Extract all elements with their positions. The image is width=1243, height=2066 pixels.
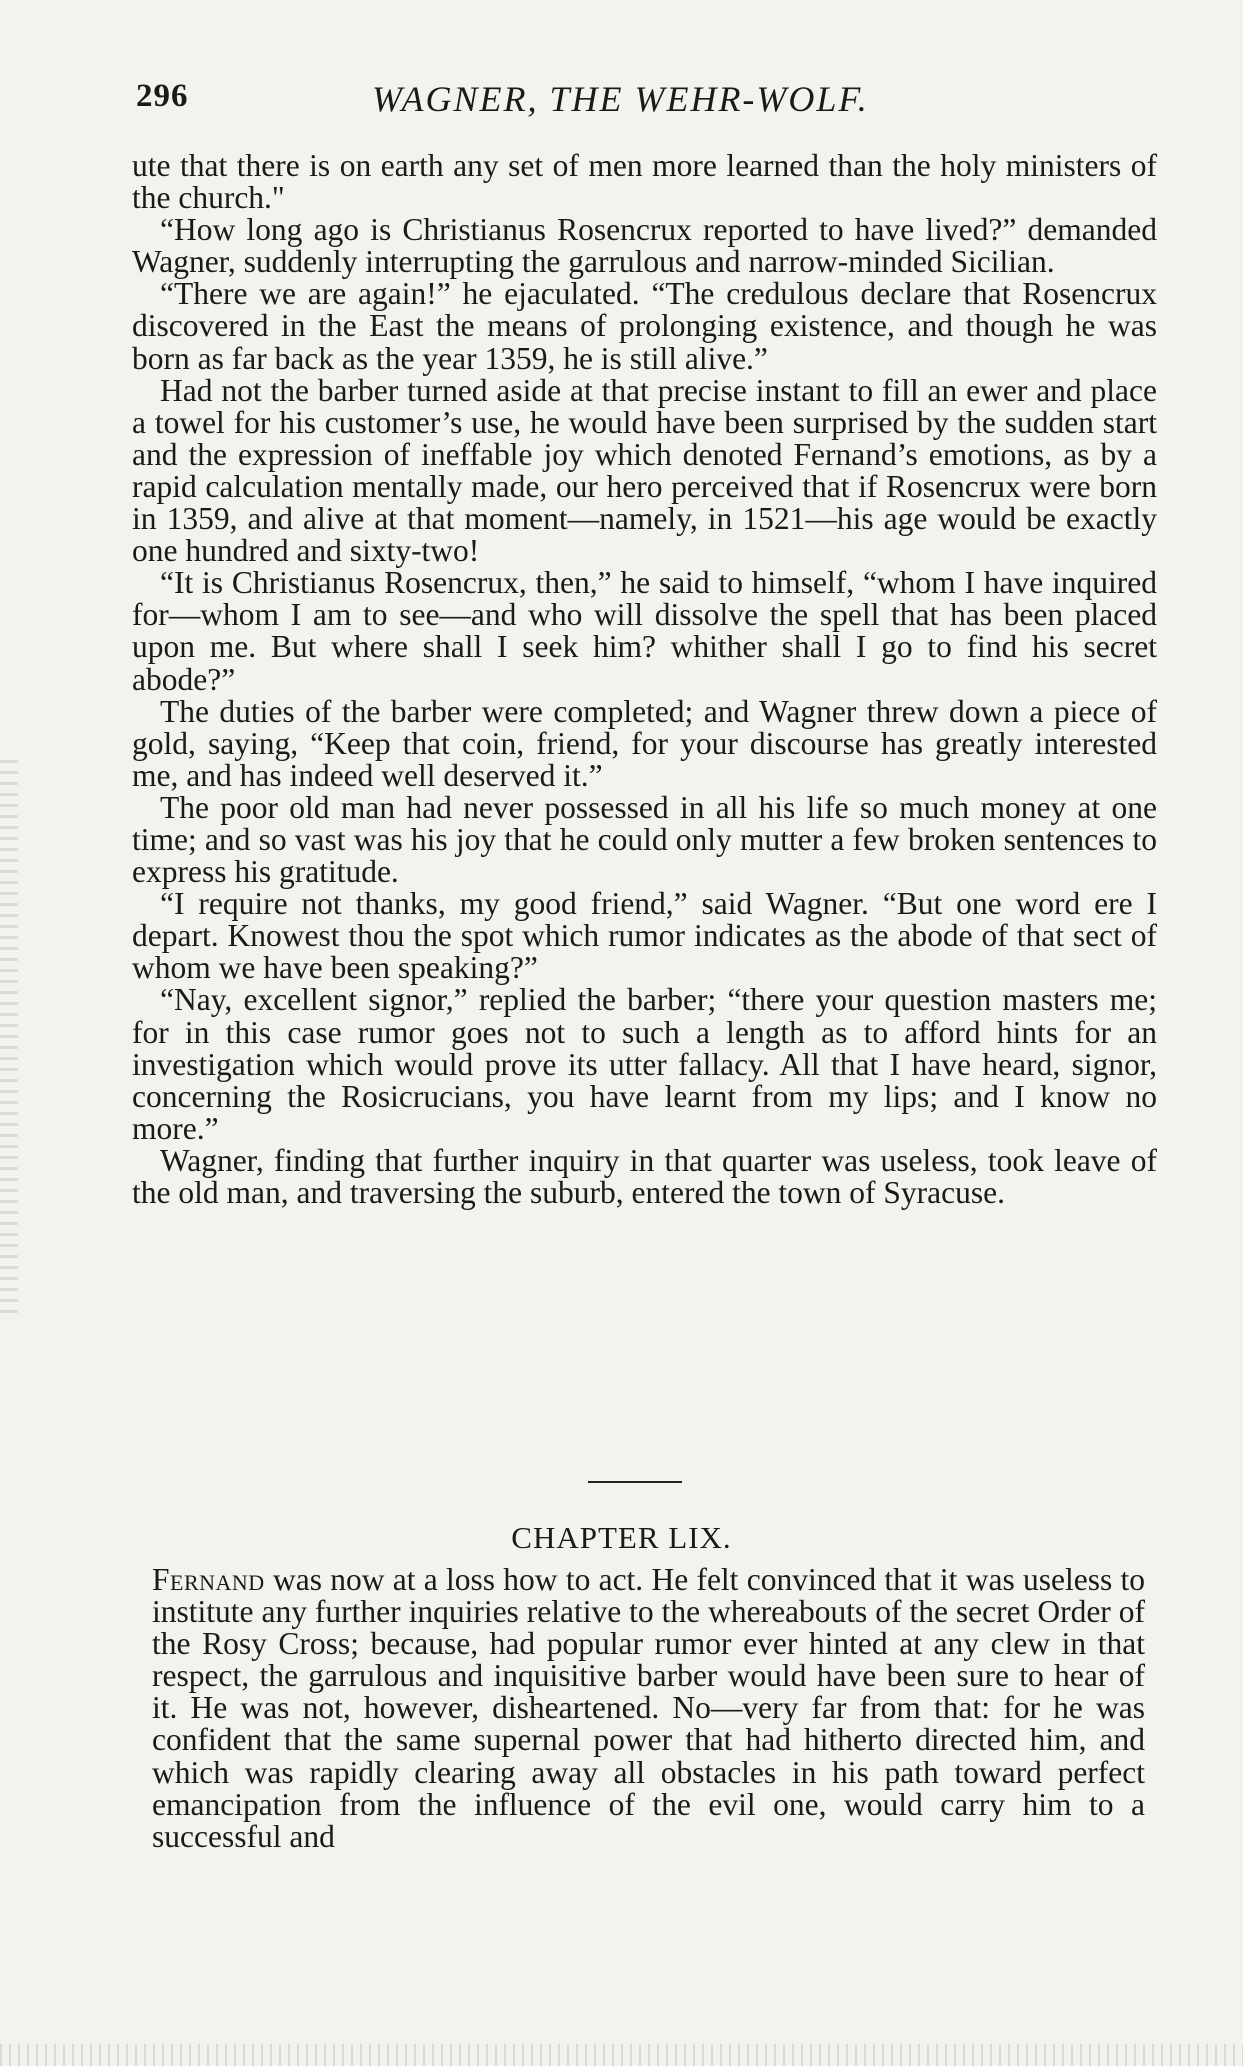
- scan-edge-noise: [0, 760, 18, 1320]
- section-divider: [588, 1481, 682, 1483]
- chapter-text: [152, 1564, 1145, 1853]
- paragraph: “I require not thanks, my good friend,” said Wagner. “But one word ere I depart. Knowest thou the spot which rumor indicates as the abode of that sect of whom we have been speaking?”: [132, 886, 1157, 986]
- page-number: 296: [136, 78, 189, 114]
- chapter-heading: CHAPTER LIX.: [511, 1520, 732, 1555]
- page-header: [136, 78, 1136, 124]
- paragraph: Had not the barber turned aside at that precise instant to fill an ewer and place a towel for his customer’s use, he would have been surprised by the sudden start and the expression of ineffable joy which denoted Fernand’s emotions, as by a rapid calculation mentally made, our hero perceived that if Rosencrux were born in 1359, and alive at that moment—namely, in 1521—his age would be exactly one hundred and sixty-two!: [132, 372, 1157, 569]
- scan-edge-noise: [0, 2044, 1243, 2066]
- chapter-body: was now at a loss how to act. He felt convinced that it was useless to institute any further inquiries relative to the whereabouts of the secret Order of the Rosy Cross; because, had popular rumor ever hinted at any clew in that respect, the garrulous and inquisitive barber would have been sure to hear of it. He was not, however, disheartened. No—very far from that: for he was confident that the same supernal power that had hitherto directed him, and which was rapidly clearing away all obstacles in his path toward perfect emancipation from the influence of the evil one, would carry him to a successful and: [152, 1562, 1145, 1854]
- paragraph: The duties of the barber were completed; and Wagner threw down a piece of gold, saying, “Keep that coin, friend, for your discourse has greatly interested me, and has indeed well deserved it.”: [132, 693, 1157, 793]
- paragraph: “Nay, excellent signor,” replied the barber; “there your question masters me; for in this case rumor goes not to such a length as to afford hints for an investigation which would prove its utter fallacy. All that I have heard, signor, concerning the Rosicrucians, you have learnt from my lips; and I know no more.”: [132, 982, 1157, 1146]
- chapter-lead-word: Fernand: [152, 1562, 265, 1597]
- paragraph: Wagner, finding that further inquiry in that quarter was useless, took leave of the old man, and traversing the suburb, entered the town of Syracuse.: [132, 1142, 1157, 1210]
- paragraph: “There we are again!” he ejaculated. “The credulous declare that Rosencrux discovered in the East the means of prolonging existence, and though he was born as far back as the year 1359, he is still alive.”: [132, 276, 1157, 376]
- chapter-paragraph: [152, 1564, 1145, 1853]
- paragraph: “How long ago is Christianus Rosencrux reported to have lived?” demanded Wagner, suddenly interrupting the garrulous and narrow-minded Sicilian.: [132, 212, 1157, 280]
- running-title: WAGNER, THE WEHR-WOLF.: [372, 79, 869, 119]
- paragraph: ute that there is on earth any set of men more learned than the holy ministers of the church.": [132, 148, 1157, 216]
- body-text: [132, 150, 1157, 1209]
- paragraph: “It is Christianus Rosencrux, then,” he said to himself, “whom I have inquired for—whom I am to see—and who will dissolve the spell that has been placed upon me. But where shall I seek him? whither shall I go to find his secret abode?”: [132, 565, 1157, 697]
- paragraph: The poor old man had never possessed in all his life so much money at one time; and so vast was his joy that he could only mutter a few broken sentences to express his gratitude.: [132, 789, 1157, 890]
